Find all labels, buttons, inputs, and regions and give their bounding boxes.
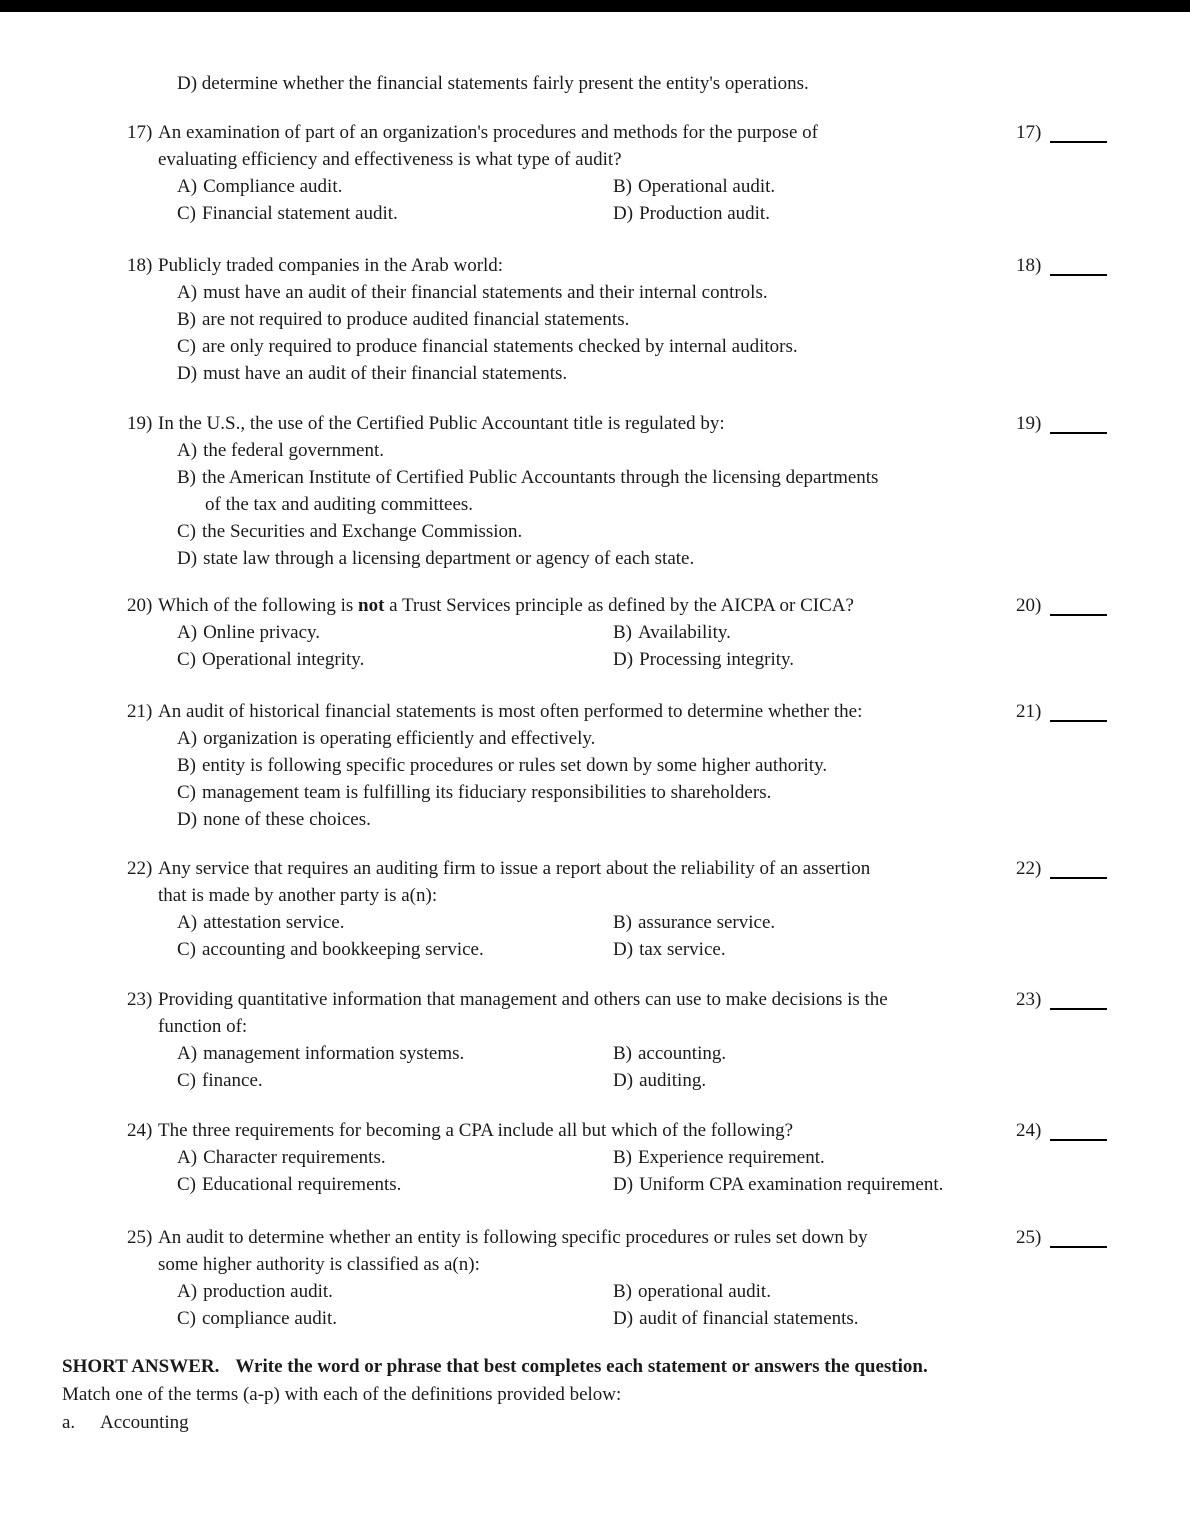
option-label: B) [613, 912, 632, 933]
option-line [177, 646, 613, 673]
option-b [613, 1278, 1038, 1305]
question-body [158, 410, 1038, 572]
stem-line: In the U.S., the use of the Certified Public Accountant title is regulated by: [158, 413, 725, 434]
option-a [177, 725, 1038, 752]
option-label: B) [613, 1281, 632, 1302]
stem-line: Any service that requires an auditing firm to issue a report about the reliability of an assertion [158, 858, 871, 879]
option-label: A) [177, 1281, 198, 1302]
stem-line: that is made by another party is a(n): [158, 885, 438, 906]
option-line [177, 1144, 613, 1171]
option-d [613, 1171, 1038, 1198]
option-d [177, 545, 1038, 572]
options-columns [158, 909, 1038, 963]
option-line [613, 909, 1038, 936]
options-columns [158, 1278, 1038, 1332]
options-columns [158, 1040, 1038, 1094]
option-text: production audit. [203, 1281, 333, 1302]
option-b [177, 464, 1038, 518]
stem-line: function of: [158, 1016, 248, 1037]
question-body [158, 592, 1038, 673]
option-text: management information systems. [203, 1043, 465, 1064]
option-a [177, 909, 613, 936]
option-label: C) [177, 782, 196, 803]
question-number: 19) [127, 413, 153, 434]
option-text: Character requirements. [203, 1147, 386, 1168]
option-label: A) [177, 282, 198, 303]
option-text: Experience requirement. [638, 1147, 825, 1168]
option-line [177, 333, 1038, 360]
question-body [158, 986, 1038, 1094]
option-line [613, 1067, 1038, 1094]
answer-number: 20) [1016, 595, 1042, 616]
answer-blank-22 [1016, 855, 1107, 882]
stem-line: Providing quantitative information that management and others can use to make decisions is the [158, 989, 888, 1010]
answer-number: 19) [1016, 413, 1042, 434]
option-line [613, 619, 1038, 646]
options-columns [158, 173, 1038, 227]
option-label: D) [613, 1308, 634, 1329]
option-text: organization is operating efficiently and effectively. [203, 728, 596, 749]
option-label: C) [177, 521, 196, 542]
question-stem [158, 986, 1038, 1040]
option-label: C) [177, 336, 196, 357]
option-line [177, 909, 613, 936]
option-text: Financial statement audit. [202, 203, 398, 224]
option-c [177, 333, 1038, 360]
answer-underline [1050, 274, 1107, 276]
option-line [177, 619, 613, 646]
question-stem [158, 119, 1038, 173]
options-columns [158, 619, 1038, 673]
question-body [158, 698, 1038, 833]
option-label: D) [613, 939, 634, 960]
answer-blank-24 [1016, 1117, 1107, 1144]
option-b [613, 1144, 1038, 1171]
option-d [177, 806, 1038, 833]
answer-blank-20 [1016, 592, 1107, 619]
option-text: Production audit. [639, 203, 770, 224]
option-text: assurance service. [638, 912, 776, 933]
options-stacked [158, 437, 1038, 572]
option-text: auditing. [639, 1070, 707, 1091]
option-label: A) [177, 440, 198, 461]
option-label: C) [177, 1308, 196, 1329]
option-line [613, 646, 1038, 673]
question-stem [158, 1117, 1038, 1144]
option-text: accounting. [638, 1043, 727, 1064]
option-label: C) [177, 649, 196, 670]
term-label: a. [62, 1412, 76, 1433]
question-body [158, 1224, 1038, 1332]
option-line [613, 936, 1038, 963]
stem-line: Which of the following is not a Trust Services principle as defined by the AICPA or CICA? [158, 595, 854, 616]
option-line [177, 806, 1038, 833]
term-item-a [62, 1409, 928, 1437]
option-d [177, 360, 1038, 387]
option-text: state law through a licensing department or agency of each state. [203, 548, 695, 569]
option-text: are only required to produce financial statements checked by internal auditors. [202, 336, 798, 357]
question-stem [158, 592, 1038, 619]
option-c [177, 779, 1038, 806]
option-line [177, 1040, 613, 1067]
options-stacked [158, 279, 1038, 387]
answer-underline [1050, 1008, 1107, 1010]
option-label: C) [177, 939, 196, 960]
option-b [613, 173, 1038, 200]
option-line [177, 306, 1038, 333]
option-text: are not required to produce audited financial statements. [202, 309, 630, 330]
option-label: C) [177, 1174, 196, 1195]
term-text: Accounting [100, 1412, 189, 1433]
stem-line: evaluating efficiency and effectiveness is what type of audit? [158, 149, 622, 170]
option-label: D) [613, 649, 634, 670]
option-text: Uniform CPA examination requirement. [639, 1174, 944, 1195]
option-d [613, 1067, 1038, 1094]
question-body [158, 252, 1038, 387]
option-label: B) [613, 622, 632, 643]
option-label: A) [177, 176, 198, 197]
question-number: 17) [127, 122, 153, 143]
question-body [158, 855, 1038, 963]
option-c [177, 646, 613, 673]
question-body [158, 119, 1038, 227]
option-label: A) [177, 728, 198, 749]
option-line [177, 1171, 613, 1198]
option-line [177, 1067, 613, 1094]
option-d [613, 646, 1038, 673]
match-instruction: Match one of the terms (a-p) with each of the definitions provided below: [62, 1384, 622, 1405]
short-answer-heading [62, 1353, 928, 1381]
top-edge-bar [0, 0, 1190, 12]
answer-blank-21 [1016, 698, 1107, 725]
option-text: tax service. [639, 939, 726, 960]
option-line [177, 779, 1038, 806]
option-label: A) [177, 1043, 198, 1064]
option-text: Online privacy. [203, 622, 321, 643]
short-answer-title: SHORT ANSWER. [62, 1356, 220, 1377]
option-b [613, 909, 1038, 936]
answer-number: 23) [1016, 989, 1042, 1010]
stem-line: An examination of part of an organization's procedures and methods for the purpose of [158, 122, 818, 143]
answer-underline [1050, 877, 1107, 879]
option-label: B) [177, 467, 196, 488]
option-c [177, 936, 613, 963]
answer-underline [1050, 141, 1107, 143]
option-text: compliance audit. [202, 1308, 338, 1329]
answer-number: 21) [1016, 701, 1042, 722]
answer-blank-17 [1016, 119, 1107, 146]
question-number: 23) [127, 989, 153, 1010]
option-b [613, 1040, 1038, 1067]
option-line [613, 1278, 1038, 1305]
option-b [613, 619, 1038, 646]
answer-blank-18 [1016, 252, 1107, 279]
option-label: B) [613, 1043, 632, 1064]
option-line [613, 1305, 1038, 1332]
option-a [177, 1278, 613, 1305]
option-label: B) [613, 1147, 632, 1168]
option-label: A) [177, 912, 198, 933]
answer-number: 17) [1016, 122, 1042, 143]
option-text: Processing integrity. [639, 649, 795, 670]
answer-underline [1050, 720, 1107, 722]
option-text: finance. [202, 1070, 263, 1091]
option-line [613, 1171, 1038, 1198]
option-label: A) [177, 622, 198, 643]
stem-line: The three requirements for becoming a CPA include all but which of the following? [158, 1120, 794, 1141]
option-label: C) [177, 1070, 196, 1091]
question-number: 22) [127, 858, 153, 879]
option-d [613, 1305, 1038, 1332]
option-d [613, 936, 1038, 963]
option-a [177, 619, 613, 646]
option-text: Operational audit. [638, 176, 776, 197]
option-label: D) [613, 1174, 634, 1195]
option-label: D) [177, 363, 198, 384]
option-label: B) [177, 755, 196, 776]
option-line [613, 1040, 1038, 1067]
answer-blank-25 [1016, 1224, 1107, 1251]
option-text: the American Institute of Certified Public Accountants through the licensing departments [202, 467, 879, 488]
option-text: Operational integrity. [202, 649, 365, 670]
option-text: entity is following specific procedures or rules set down by some higher authority. [202, 755, 828, 776]
question-stem [158, 698, 1038, 725]
answer-underline [1050, 614, 1107, 616]
option-c [177, 518, 1038, 545]
option-label: D) [177, 548, 198, 569]
option-text: the Securities and Exchange Commission. [202, 521, 523, 542]
option-a [177, 279, 1038, 306]
answer-number: 24) [1016, 1120, 1042, 1141]
option-line-continued: of the tax and auditing committees. [205, 494, 474, 515]
option-line [177, 1278, 613, 1305]
option-b [177, 752, 1038, 779]
option-text: accounting and bookkeeping service. [202, 939, 484, 960]
option-a [177, 173, 613, 200]
option-text: Compliance audit. [203, 176, 343, 197]
option-line [177, 437, 1038, 464]
option-line [613, 1144, 1038, 1171]
answer-underline [1050, 1246, 1107, 1248]
answer-blank-19 [1016, 410, 1107, 437]
answer-underline [1050, 1139, 1107, 1141]
option-line [177, 360, 1038, 387]
option-label: B) [613, 176, 632, 197]
question-body [158, 1117, 1038, 1198]
question-number: 24) [127, 1120, 153, 1141]
option-label: B) [177, 309, 196, 330]
question-number: 25) [127, 1227, 153, 1248]
option-line [177, 936, 613, 963]
option-d [613, 200, 1038, 227]
option-label: D) [613, 203, 634, 224]
option-text: none of these choices. [203, 809, 371, 830]
option-line [177, 752, 1038, 779]
option-line [177, 518, 1038, 545]
option-c [177, 1305, 613, 1332]
question-stem [158, 1224, 1038, 1278]
option-label: D) [613, 1070, 634, 1091]
option-text: must have an audit of their financial statements and their internal controls. [203, 282, 768, 303]
question-stem [158, 252, 1038, 279]
option-a [177, 437, 1038, 464]
option-line [177, 464, 1038, 491]
option-text: attestation service. [203, 912, 345, 933]
question-stem [158, 855, 1038, 909]
option-line [177, 200, 613, 227]
option-b [177, 306, 1038, 333]
answer-number: 22) [1016, 858, 1042, 879]
question-number: 18) [127, 255, 153, 276]
stem-line: Publicly traded companies in the Arab world: [158, 255, 504, 276]
option-label: D) [177, 809, 198, 830]
option-line [177, 725, 1038, 752]
options-columns [158, 1144, 1038, 1198]
option-line [613, 173, 1038, 200]
answer-number: 25) [1016, 1227, 1042, 1248]
stem-line: some higher authority is classified as a(n): [158, 1254, 480, 1275]
answer-number: 18) [1016, 255, 1042, 276]
stem-line: An audit of historical financial statements is most often performed to determine whether the: [158, 701, 863, 722]
leftover-option-line: D) determine whether the financial statements fairly present the entity's operations. [177, 73, 809, 94]
option-text: audit of financial statements. [639, 1308, 859, 1329]
option-c [177, 1171, 613, 1198]
option-line [177, 1305, 613, 1332]
option-text: must have an audit of their financial statements. [203, 363, 568, 384]
options-stacked [158, 725, 1038, 833]
option-c [177, 1067, 613, 1094]
bold-word: not [358, 595, 385, 616]
option-line [177, 173, 613, 200]
short-answer-section [62, 1353, 928, 1437]
answer-blank-23 [1016, 986, 1107, 1013]
question-stem [158, 410, 1038, 437]
option-text: management team is fulfilling its fiduciary responsibilities to shareholders. [202, 782, 772, 803]
option-label: A) [177, 1147, 198, 1168]
option-a [177, 1040, 613, 1067]
option-label: C) [177, 203, 196, 224]
answer-underline [1050, 432, 1107, 434]
option-text: operational audit. [638, 1281, 771, 1302]
option-line [177, 279, 1038, 306]
option-a [177, 1144, 613, 1171]
option-line [177, 545, 1038, 572]
option-text: Availability. [638, 622, 731, 643]
question-number: 20) [127, 595, 153, 616]
option-c [177, 200, 613, 227]
option-text: the federal government. [203, 440, 385, 461]
short-answer-instruction: Write the word or phrase that best completes each statement or answers the question. [235, 1356, 928, 1377]
option-line [613, 200, 1038, 227]
question-number: 21) [127, 701, 153, 722]
stem-line: An audit to determine whether an entity is following specific procedures or rules set down by [158, 1227, 868, 1248]
option-text: Educational requirements. [202, 1174, 402, 1195]
